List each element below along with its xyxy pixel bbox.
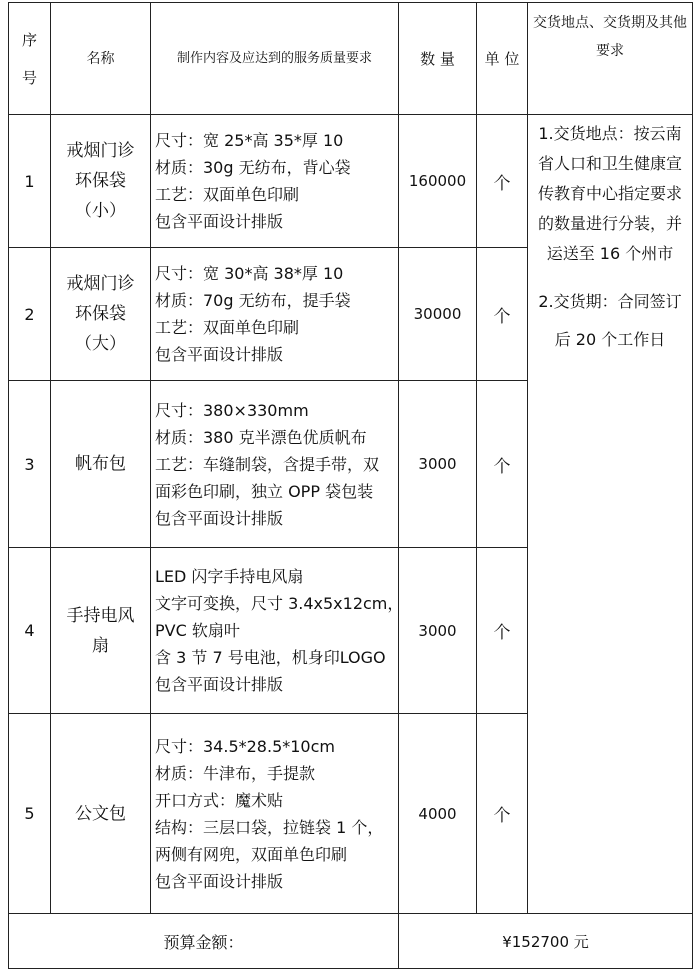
- row-qty: 30000: [399, 248, 477, 381]
- header-row: [9, 3, 693, 115]
- row-qty: 160000: [399, 115, 477, 248]
- row-unit: 个: [477, 714, 528, 914]
- row-name: 戒烟门诊 环保袋 （小）: [51, 115, 151, 248]
- header-name: 名称: [51, 3, 151, 115]
- row-desc: 尺寸：34.5*28.5*10cm 材质：牛津布，手提款 开口方式：魔术贴 结构：三层口袋，拉链袋 1 个， 两侧有网兜，双面单色印刷 包含平面设计排版: [151, 714, 399, 914]
- row-name: 公文包: [51, 714, 151, 914]
- procurement-table: [8, 2, 693, 969]
- budget-row: [9, 914, 693, 969]
- header-seq: 序 号: [9, 3, 51, 115]
- delivery-place: 1.交货地点：按云南 省人口和卫生健康宣 传教育中心指定要求 的数量进行分装，并 运送至 16 个州市: [537, 124, 682, 263]
- row-seq: 5: [9, 714, 51, 914]
- row-desc: 尺寸：宽 25*高 35*厚 10 材质：30g 无纺布，背心袋 工艺：双面单色印刷 包含平面设计排版: [151, 115, 399, 248]
- header-qty: 数 量: [399, 3, 477, 115]
- row-unit: 个: [477, 381, 528, 548]
- row-seq: 3: [9, 381, 51, 548]
- row-qty: 3000: [399, 381, 477, 548]
- row-name: 手持电风 扇: [51, 548, 151, 714]
- budget-label: 预算金额：: [9, 914, 399, 969]
- row-seq: 4: [9, 548, 51, 714]
- row-desc: 尺寸：380×330mm 材质：380 克半漂色优质帆布 工艺：车缝制袋，含提手带，双 面彩色印刷，独立 OPP 袋包装 包含平面设计排版: [151, 381, 399, 548]
- row-desc: 尺寸：宽 30*高 38*厚 10 材质：70g 无纺布，提手袋 工艺：双面单色印刷 包含平面设计排版: [151, 248, 399, 381]
- header-delivery: 交货地点、交货期及其他 要求: [528, 3, 693, 115]
- row-seq: 1: [9, 115, 51, 248]
- row-name: 戒烟门诊 环保袋 （大）: [51, 248, 151, 381]
- row-seq: 2: [9, 248, 51, 381]
- table-row: [9, 115, 693, 248]
- row-name: 帆布包: [51, 381, 151, 548]
- row-qty: 4000: [399, 714, 477, 914]
- header-unit: 单 位: [477, 3, 528, 115]
- row-desc: LED 闪字手持电风扇 文字可变换，尺寸 3.4x5x12cm， PVC 软扇叶 含 3 节 7 号电池，机身印LOGO 包含平面设计排版: [151, 548, 399, 714]
- row-unit: 个: [477, 248, 528, 381]
- row-unit: 个: [477, 548, 528, 714]
- row-qty: 3000: [399, 548, 477, 714]
- delivery-period: 2.交货期：合同签订 后 20 个工作日: [538, 292, 682, 349]
- delivery-cell: [528, 115, 693, 914]
- row-unit: 个: [477, 115, 528, 248]
- header-desc: 制作内容及应达到的服务质量要求: [151, 3, 399, 115]
- budget-amount: ¥152700 元: [399, 914, 693, 969]
